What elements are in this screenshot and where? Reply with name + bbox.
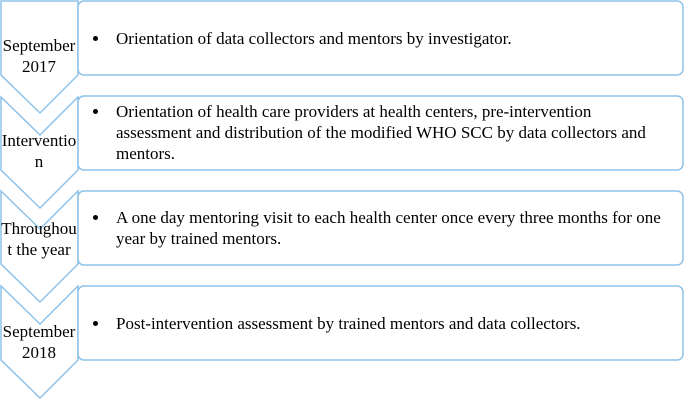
step-3-item: • A one day mentoring visit to each health center once every three months for one year by trained mentors. — [110, 207, 668, 249]
step-4-label: September 2018 — [2, 322, 76, 362]
step-2-item: • Orientation of health care providers at health centers, pre-intervention assessment and distribution of the modified WHO SCC by data collectors and mentors. — [110, 101, 668, 164]
step-1-item: • Orientation of data collectors and mentors by investigator. — [110, 28, 668, 49]
step-2-content — [88, 101, 668, 164]
step-1-label: September 2017 — [2, 36, 76, 76]
step-4-content — [88, 313, 668, 334]
step-1-content — [88, 28, 668, 49]
step-3-content — [88, 207, 668, 249]
step-3-label: Throughout the year — [1, 219, 77, 259]
step-2-label: Intervention — [1, 131, 77, 171]
step-4-item: • Post-intervention assessment by trained mentors and data collectors. — [110, 313, 668, 334]
